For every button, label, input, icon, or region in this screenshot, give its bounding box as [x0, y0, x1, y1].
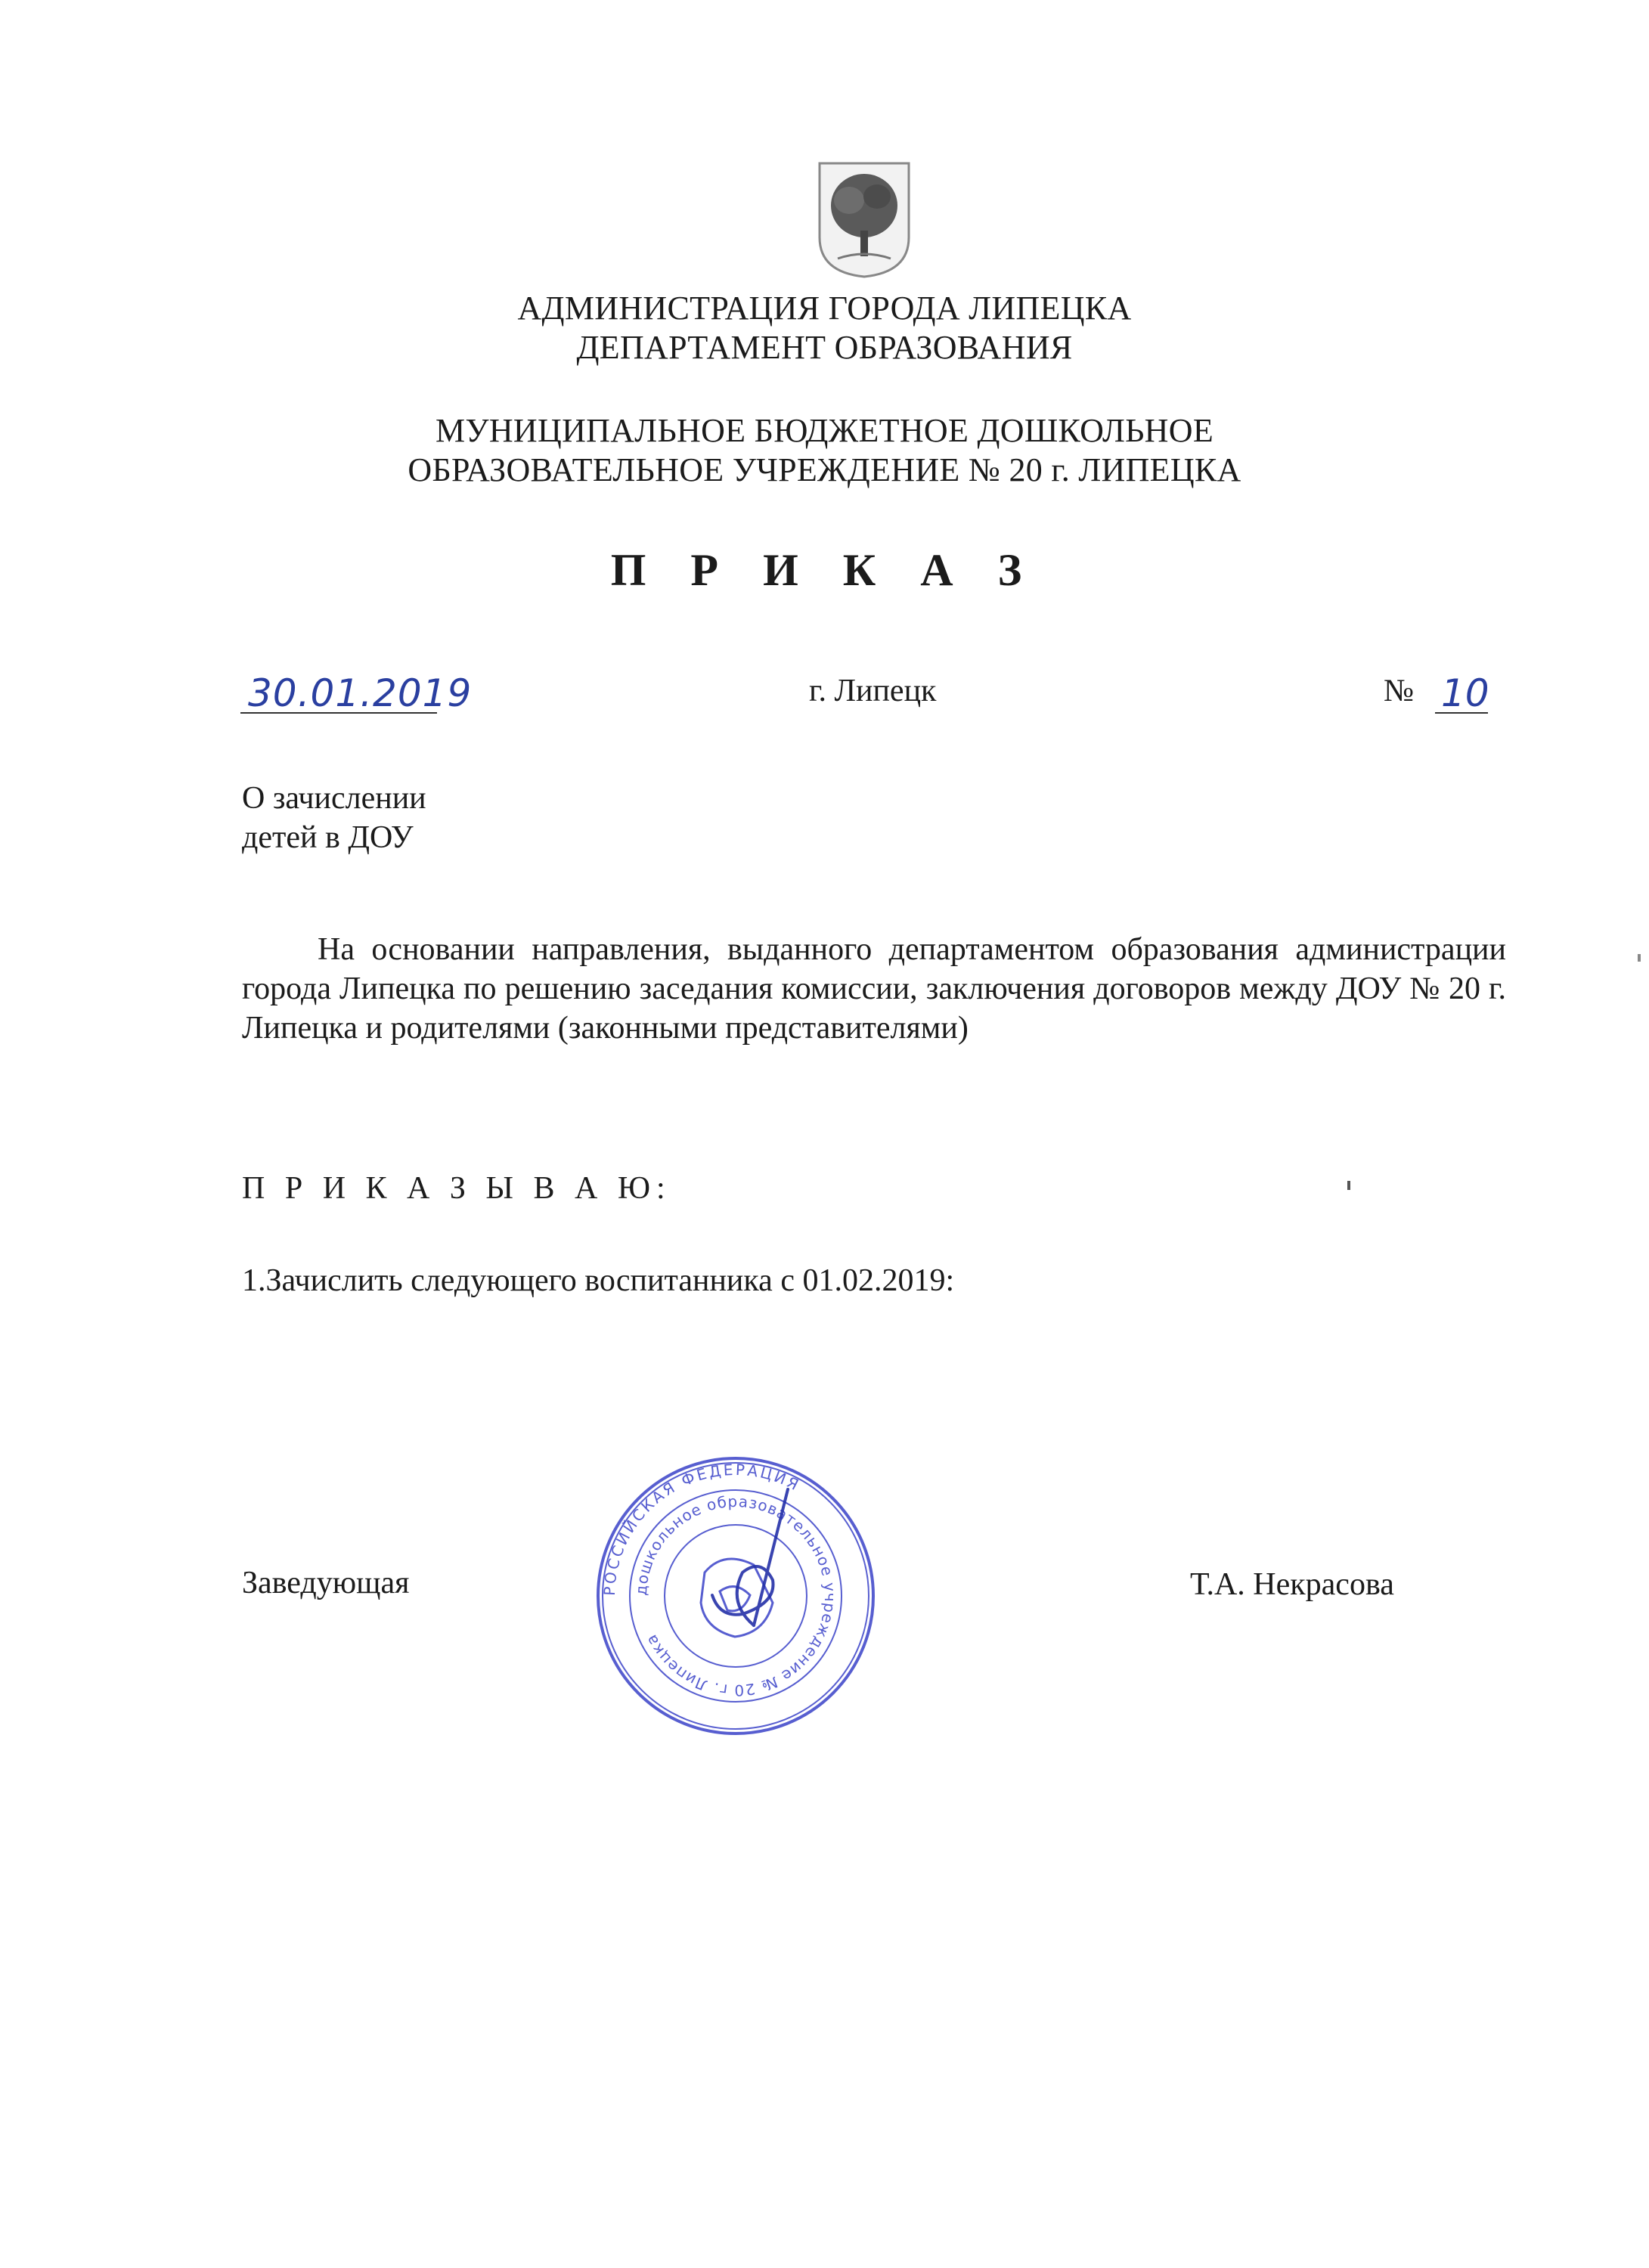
- basis-paragraph: [242, 930, 1506, 1048]
- stamp-outer-text: РОССИЙСКАЯ ФЕДЕРАЦИЯ: [600, 1460, 804, 1597]
- handwritten-date: 30.01.2019: [248, 671, 473, 715]
- number-field: [1435, 671, 1488, 714]
- stamp-inner-text: дошкольное образовательное учреждение № 20 г. Липецка: [631, 1492, 840, 1700]
- handwritten-number: 10: [1441, 671, 1489, 715]
- city-label: г. Липецк: [809, 674, 937, 708]
- date-field: [240, 671, 473, 715]
- basis-text: На основании направления, выданного департаментом образования администрации города Липецка по решению заседания комиссии, заключения договоров между ДОУ № 20 г. Липецка и родителями (законными представителями): [242, 932, 1506, 1046]
- official-stamp-icon: [591, 1452, 880, 1739]
- header-line-institution-2: ОБРАЗОВАТЕЛЬНОЕ УЧРЕЖДЕНИЕ № 20 г. ЛИПЕЦКА: [408, 451, 1241, 488]
- city-crest-icon: [815, 159, 913, 280]
- document-title: П Р И К А З: [610, 545, 1039, 595]
- svg-text:РОССИЙСКАЯ ФЕДЕРАЦИЯ: [600, 1461, 804, 1596]
- number-label: №: [1384, 674, 1415, 708]
- header-line-institution-1: МУНИЦИПАЛЬНОЕ БЮДЖЕТНОЕ ДОШКОЛЬНОЕ: [435, 412, 1214, 449]
- subject-line-1: О зачислении: [242, 781, 426, 816]
- scan-speck: [1638, 954, 1641, 962]
- scan-speck: [1347, 1181, 1350, 1190]
- header-line-department: ДЕПАРТАМЕНТ ОБРАЗОВАНИЯ: [576, 329, 1073, 366]
- signer-position: Заведующая: [242, 1566, 410, 1600]
- subject-line-2: детей в ДОУ: [242, 820, 414, 855]
- signer-name: Т.А. Некрасова: [1190, 1567, 1394, 1602]
- order-item-1: 1.Зачислить следующего воспитанника с 01.02.2019:: [242, 1263, 955, 1298]
- order-heading: П Р И К А З Ы В А Ю:: [242, 1171, 671, 1206]
- header-line-administration: АДМИНИСТРАЦИЯ ГОРОДА ЛИПЕЦКА: [517, 290, 1132, 327]
- subject-block: [242, 779, 426, 857]
